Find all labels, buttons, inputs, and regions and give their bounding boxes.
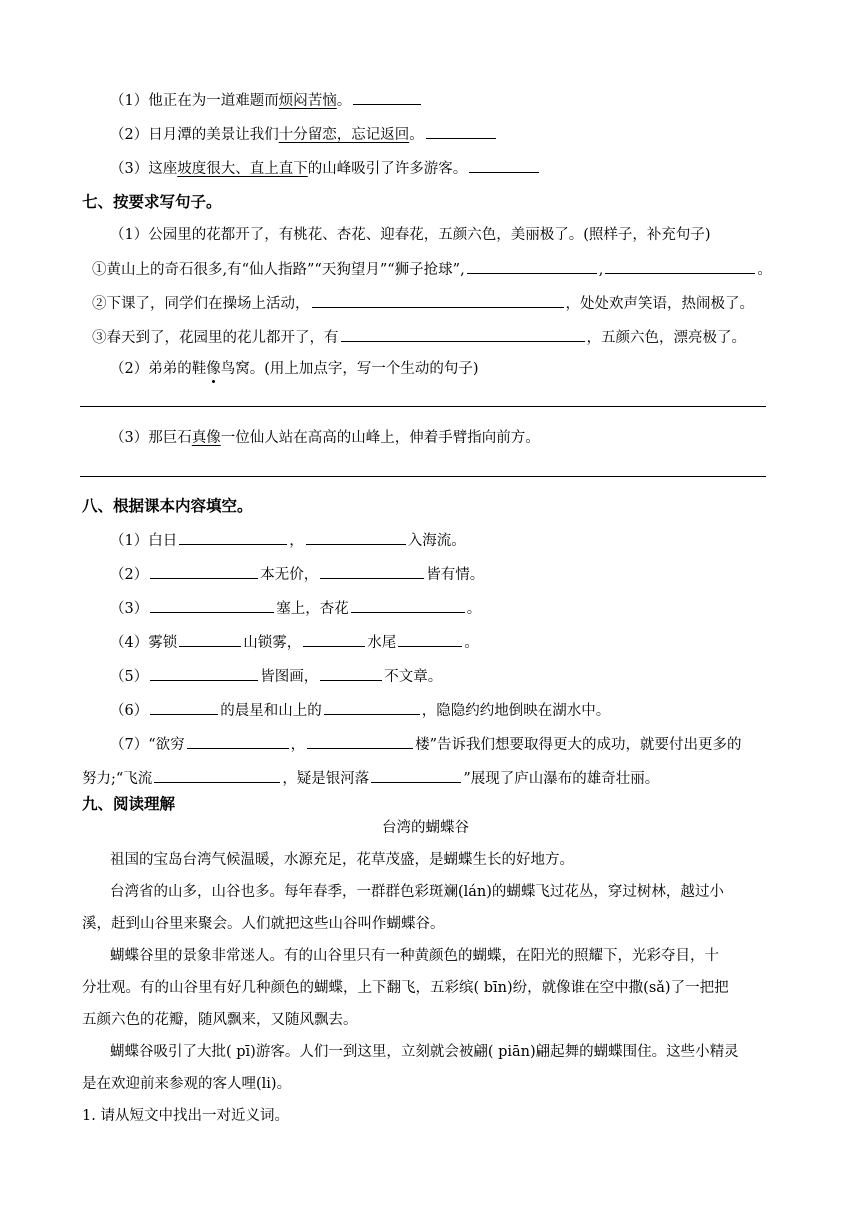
answer-blank[interactable] xyxy=(320,564,424,579)
answer-blank[interactable] xyxy=(303,632,365,647)
section7-heading: 七、按要求写句子。 xyxy=(82,193,222,211)
answer-blank[interactable] xyxy=(398,632,462,647)
answer-blank[interactable] xyxy=(150,700,218,715)
section7-q3: （3）那巨石真像一位仙人站在高高的山峰上，伸着手臂指向前方。 xyxy=(110,430,540,446)
passage-paragraph-3-line-3: 五颜六色的花瓣，随风飘来，又随风飘去。 xyxy=(82,1012,358,1028)
synonym-item-3: （3）这座坡度很大、直上直下的山峰吸引了许多游客。 xyxy=(110,158,541,179)
answer-blank[interactable] xyxy=(341,327,585,342)
passage-paragraph-3-line-2: 分壮观。有的山谷里有好几种颜色的蝴蝶，上下翻飞，五彩缤( bīn)纷，就像谁在空中撒(sǎ)了一把把 xyxy=(82,980,729,996)
answer-blank[interactable] xyxy=(150,666,258,681)
answer-blank[interactable] xyxy=(469,158,539,173)
passage-paragraph-4-line-2: 是在欢迎前来参观的客人哩(li)。 xyxy=(82,1076,292,1092)
fill-line-7: （7）“欲穷 ， 楼”告诉我们想要取得更大的成功，就要付出更多的 xyxy=(110,734,742,755)
answer-blank[interactable] xyxy=(307,734,413,749)
answer-blank[interactable] xyxy=(371,768,461,783)
underlined-phrase: 真像 xyxy=(191,430,221,446)
emphasis-dot-char: 像 xyxy=(206,361,221,377)
passage-paragraph-4-line-1: 蝴蝶谷吸引了大批( pī)游客。人们一到这里，立刻就会被翩( piān)翩起舞的蝴蝶围住。这些小精灵 xyxy=(110,1044,739,1060)
passage-paragraph-2-line-2: 溪，赶到山谷里来聚会。人们就把这些山谷叫作蝴蝶谷。 xyxy=(82,916,445,932)
answer-blank[interactable] xyxy=(426,124,496,139)
answer-blank[interactable] xyxy=(605,259,755,274)
section7-q1: （1）公园里的花都开了，有桃花、杏花、迎春花，五颜六色，美丽极了。(照样子，补充句子) xyxy=(110,227,711,243)
passage-paragraph-1: 祖国的宝岛台湾气候温暖，水源充足，花草茂盛，是蝴蝶生长的好地方。 xyxy=(110,852,574,868)
answer-blank[interactable] xyxy=(306,530,406,545)
underlined-phrase: 坡度很大、直上直下 xyxy=(177,161,308,177)
section7-s1: ①黄山上的奇石很多,有“仙人指路”“天狗望月”“狮子抢球”, , 。 xyxy=(92,259,772,280)
answer-blank[interactable] xyxy=(150,564,258,579)
answer-blank[interactable] xyxy=(312,293,564,308)
answer-line[interactable] xyxy=(80,406,766,407)
fill-line-2: （2） 本无价， 皆有情。 xyxy=(110,564,484,585)
section7-s2: ②下课了，同学们在操场上活动， ，处处欢声笑语，热闹极了。 xyxy=(92,293,754,314)
synonym-item-1: （1）他正在为一道难题而烦闷苦恼。 xyxy=(110,90,423,111)
section8-heading: 八、根据课本内容填空。 xyxy=(82,497,253,515)
fill-line-3: （3） 塞上，杏花 。 xyxy=(110,598,481,619)
answer-line[interactable] xyxy=(80,476,766,477)
answer-blank[interactable] xyxy=(154,768,280,783)
passage-paragraph-3-line-1: 蝴蝶谷里的景象非常迷人。有的山谷里只有一种黄颜色的蝴蝶，在阳光的照耀下，光彩夺目，十 xyxy=(110,948,719,964)
underlined-phrase: 烦闷苦恼 xyxy=(278,93,337,109)
answer-blank[interactable] xyxy=(179,632,241,647)
answer-blank[interactable] xyxy=(467,259,597,274)
passage-paragraph-2-line-1: 台湾省的山多，山谷也多。每年春季，一群群色彩斑斓(lán)的蝴蝶飞过花丛，穿过树林，越过小 xyxy=(110,884,724,900)
answer-blank[interactable] xyxy=(187,734,289,749)
passage-title: 台湾的蝴蝶谷 xyxy=(382,820,469,836)
underlined-phrase: 十分留恋，忘记返回 xyxy=(278,127,410,143)
answer-blank[interactable] xyxy=(150,598,274,613)
synonym-item-2: （2）日月潭的美景让我们十分留恋，忘记返回。 xyxy=(110,124,498,145)
fill-line-4: （4）雾锁 山锁雾， 水尾 。 xyxy=(110,632,479,653)
fill-line-5: （5） 皆图画， 不文章。 xyxy=(110,666,442,687)
fill-line-1: （1）白日 ， 入海流。 xyxy=(110,530,466,551)
fill-line-6: （6） 的晨星和山上的 ，隐隐约约地倒映在湖水中。 xyxy=(110,700,610,721)
reading-question-1: 1. 请从短文中找出一对近义词。 xyxy=(82,1108,289,1124)
section7-q2: （2）弟弟的鞋像鸟窝。(用上加点字，写一个生动的句子) xyxy=(110,361,479,377)
answer-blank[interactable] xyxy=(353,90,421,105)
answer-blank[interactable] xyxy=(324,700,420,715)
answer-blank[interactable] xyxy=(179,530,287,545)
answer-blank[interactable] xyxy=(320,666,382,681)
answer-blank[interactable] xyxy=(351,598,465,613)
section7-s3: ③春天到了，花园里的花儿都开了，有 ，五颜六色，漂亮极了。 xyxy=(92,327,746,348)
section9-heading: 九、阅读理解 xyxy=(82,795,176,813)
fill-line-7-cont: 努力;“飞流 ，疑是银河落 ”展现了庐山瀑布的雄奇壮丽。 xyxy=(82,768,659,789)
